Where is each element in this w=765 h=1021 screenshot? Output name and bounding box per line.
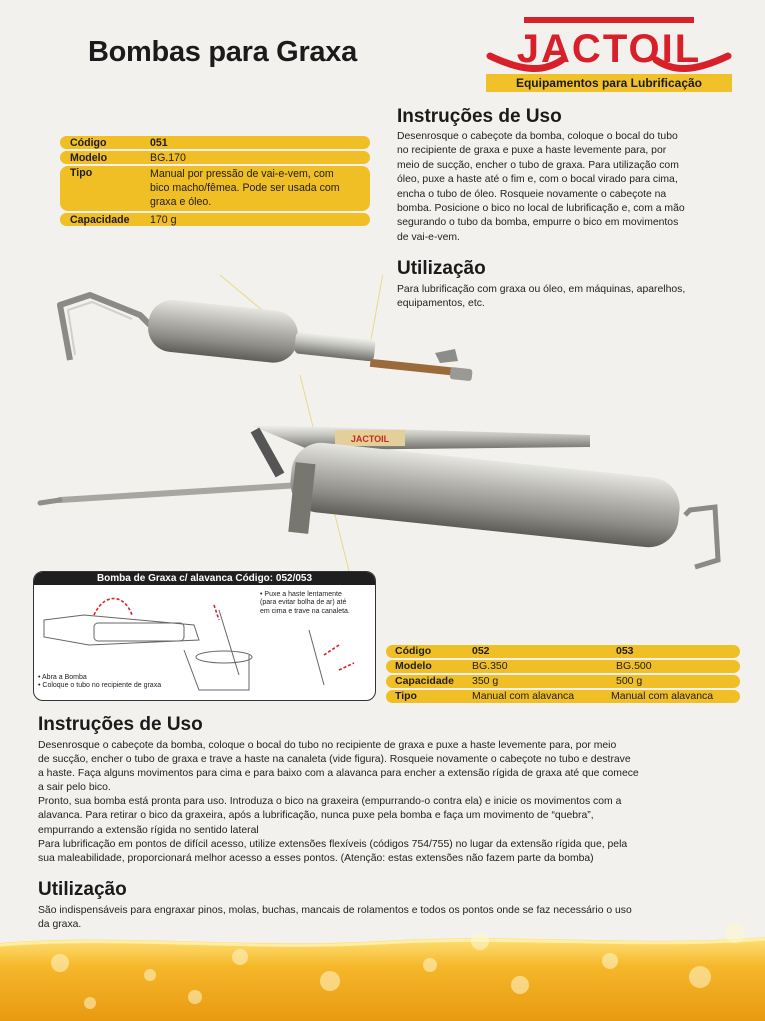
text-line: segurando o tubo da bomba, empurre o bico em movimentos: [397, 217, 679, 229]
brand-logo: [484, 12, 734, 92]
tipo-line: Manual por pressão de vai-e-vem, com: [150, 168, 334, 180]
use-heading-top: Utilização: [397, 258, 486, 279]
text-line: empurrando a extensão rígida no sentido lateral: [38, 824, 259, 836]
jactoil-logo-icon: [484, 12, 734, 74]
product-label: JACTOIL: [350, 434, 390, 444]
spec-table-051: [60, 136, 370, 226]
codigo-label: Código: [395, 645, 432, 657]
text-line: Pronto, sua bomba está pronta para uso. Introduza o bico na graxeira (empurrando-o contra ela) e inicie os movimentos com a: [38, 796, 622, 808]
capacidade-value: 170 g: [150, 214, 177, 226]
modelo-label: Modelo: [395, 660, 432, 672]
capacidade-label: Capacidade: [70, 214, 130, 226]
text-line: São indispensáveis para engraxar pinos, molas, buchas, mancais de rolamentos e todos os pontos onde se faz necessário o uso: [38, 905, 632, 916]
text-line: óleo, puxe a haste até o fim e, com o bocal virado para cima,: [397, 174, 678, 186]
text-line: no recipiente de graxa e puxe a haste levemente para, por: [397, 145, 667, 157]
text-line: a haste. Faça alguns movimentos para cima e para baixo com a alavanca para encher a extensão rígida de graxa até que comece: [38, 768, 639, 780]
text-line: da graxa.: [38, 919, 82, 930]
text-line: bomba. Posicione o bico no local de lubrificação e, com a mão: [397, 203, 685, 215]
text-line: Para lubrificação com graxa ou óleo, em máquinas, aparelhos,: [397, 284, 686, 295]
text-line: alavanca. Para retirar o bico da graxeira, após a lubrificação, nunca puxe pela bomba e faça um movimento de “quebra”,: [38, 810, 594, 822]
modelo-053: BG.500: [616, 660, 652, 672]
modelo-label: Modelo: [70, 152, 108, 164]
text-line: Para lubrificação em pontos de difícil acesso, utilize extensões flexíveis (códigos 754/755) no lugar da extensão rígida que, pela: [38, 838, 628, 850]
spec-row: [60, 136, 370, 149]
pump-052-053-image: [40, 425, 718, 567]
use-text-bottom: [38, 904, 738, 932]
codigo-052: 052: [472, 645, 490, 657]
product-photos: [30, 275, 730, 595]
note-line: (para evitar bolha de ar) até: [260, 599, 347, 607]
tipo-value: [150, 167, 340, 209]
tipo-label: Tipo: [395, 690, 417, 702]
spec-row: [386, 645, 740, 658]
text-line: sua maleabilidade, proporcionará melhor acesso a esses pontos. (Atenção: estas extensões não fazem parte da bomba): [38, 852, 594, 864]
diagram-header: Bomba de Graxa c/ alavanca Código: 052/053: [34, 572, 375, 585]
note-line: • Coloque o tubo no recipiente de graxa: [38, 682, 162, 690]
logo-text: JACTOIL: [516, 27, 702, 71]
tipo-line: bico macho/fêmea. Pode ser usada com: [150, 182, 340, 194]
tipo-052: Manual com alavanca: [472, 690, 575, 702]
text-line: de vai-e-vem.: [397, 231, 460, 243]
note-line: • Puxe a haste lentamente: [260, 591, 342, 598]
text-line: Desenrosque o cabeçote da bomba, coloque o bocal do tubo no recipiente de graxa e puxe a haste levemente para, por meio: [38, 740, 617, 751]
text-line: equipamentos, etc.: [397, 298, 485, 310]
capacidade-052: 350 g: [472, 675, 499, 687]
spec-row: [386, 660, 740, 673]
instructions-heading-top: Instruções de Uso: [397, 106, 562, 127]
text-line: encha o tubo de óleo. Rosqueie novamente o cabeçote na: [397, 188, 667, 200]
tipo-053: Manual com alavanca: [611, 690, 714, 702]
codigo-053: 053: [616, 645, 634, 657]
text-line: meio de sucção, encher o tubo de graxa. Para utilização com: [397, 159, 679, 171]
brand-tagline: Equipamentos para Lubrificação: [486, 74, 732, 92]
capacidade-label: Capacidade: [395, 675, 454, 687]
lever-pump-diagram: [33, 571, 376, 701]
instructions-heading-bottom: Instruções de Uso: [38, 714, 203, 735]
note-line: em cima e trave na canaleta.: [260, 607, 350, 615]
pump-051-image: [60, 295, 473, 381]
codigo-label: Código: [70, 137, 107, 149]
instructions-text-top: [397, 130, 742, 245]
tipo-label: Tipo: [70, 167, 93, 179]
diagram-note-left: [38, 674, 161, 691]
spec-table-052-053: [386, 645, 740, 703]
text-line: a sair pelo bico.: [38, 782, 111, 794]
tipo-line: graxa e óleo.: [150, 196, 212, 208]
page-title: Bombas para Graxa: [88, 36, 357, 68]
modelo-value: BG.170: [150, 152, 186, 164]
text-line: de sucção, encher o tubo de graxa e trave a haste na canaleta (vide figura). Rosqueie novamente o cabeçote no tubo e destrave: [38, 754, 631, 766]
note-line: • Abra a Bomba: [38, 674, 87, 681]
capacidade-053: 500 g: [616, 675, 643, 687]
text-line: Desenrosque o cabeçote da bomba, coloque o bocal do tubo: [397, 131, 678, 142]
modelo-052: BG.350: [472, 660, 508, 672]
instructions-text-bottom: [38, 739, 738, 866]
codigo-value: 051: [150, 137, 168, 149]
diagram-note-right: [260, 591, 350, 616]
use-heading-bottom: Utilização: [38, 879, 127, 900]
